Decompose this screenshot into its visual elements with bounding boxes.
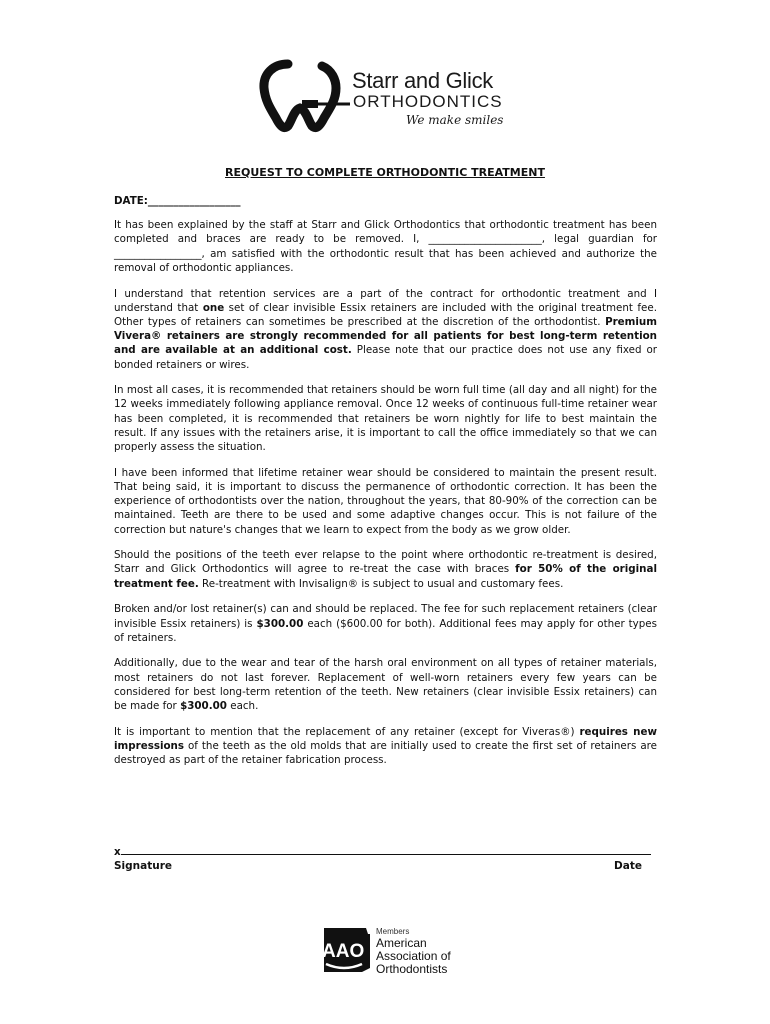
date-field[interactable]: DATE:__________________ [114,195,241,207]
p6-text-a: Broken and/or lost retainer(s) can and should be replaced. The fee for such replacement retainers (clear invisible Essix retainers) is [114,603,657,630]
p2-text-a: I understand that retention services are a part of the contract for orthodontic treatment and I understand that [114,287,657,314]
p7-text-c: each. [226,700,259,713]
p8-text-a: It is important to mention that the replacement of any retainer (except for Viveras®) [114,725,580,738]
paragraph-7 [114,656,657,713]
document-title: REQUEST TO COMPLETE ORTHODONTIC TREATMENT [225,166,545,179]
paragraph-2 [114,287,657,372]
p6-text-c: each ($600.00 for both). Additional fees may apply for other types of retainers. [114,617,658,644]
aao-logo [316,924,486,984]
svg-text:AAO: AAO [322,941,365,962]
aao-name-line2: Association of [376,949,451,963]
signature-label: Signature [114,860,173,872]
p2-text-e: Please note that our practice does not use any fixed or bonded retainers or wires. [114,344,657,371]
paragraph-3: In most all cases, it is recommended that retainers should be worn full time (all day and all night) for the 12 weeks immediately following appliance removal. Once 12 weeks of continuous full-time retainer wear has been completed, it is recommended that retainers be worn nightly for life to best maintain the result. If any issues with the retainers arise, it is important to call the office immediately so that we can properly assess the situation. [114,384,657,454]
paragraph-4: I have been informed that lifetime retainer wear should be considered to maintain the present result. That being said, it is important to discuss the permanence of orthodontic correction. It has been the experience of orthodontists over the nation, throughout the years, that 80-90% of the correction can be maintained. Teeth are there to be used and some adaptive changes occur. This is not failure of the correction but nature's changes that we learn to expect from the body as we grow older. [114,466,657,536]
aao-members: Members [376,927,410,936]
p7-bold-price: $300.00 [180,700,227,713]
p5-text-a: Should the positions of the teeth ever relapse to the point where orthodontic re-treatment is desired, Starr and Glick Orthodontics will agree to re-treat the case with braces [114,549,657,576]
p2-text-c: set of clear invisible Essix retainers are included with the original treatment fee. Other types of retainers can sometimes be prescribed at the discretion of the orthodontist. [114,301,657,328]
tooth-logo-icon [258,56,358,136]
paragraph-1: It has been explained by the staff at Starr and Glick Orthodontics that orthodontic treatment has been completed and braces are ready to be removed. I, ______________________, legal guardian for _________________, am satisfied with the orthodontic result that has been achieved and authorize the removal of orthodontic appliances. [114,219,657,274]
date-label: Date [614,860,642,872]
aao-name-line1: American [376,936,427,950]
p2-bold-vivera: Premium Vivera® retainers are strongly recommended for all patients for best long-term retention and are available at an additional cost. [114,315,657,357]
logo-name-line1: Starr and Glick [352,68,493,93]
signature-rule [121,845,651,855]
aao-emblem-icon [316,924,372,976]
p5-bold-fee: for 50% of the original treatment fee. [114,563,657,590]
paragraph-5 [114,548,657,591]
logo-tagline: We make smiles [406,113,504,127]
signature-labels [114,860,642,872]
practice-logo [258,56,518,136]
paragraph-8 [114,725,657,768]
document-body [114,194,657,779]
p7-text-a: Additionally, due to the wear and tear of the harsh oral environment on all types of retainer materials, most retainers do not last forever. Replacement of well-worn retainers every few years can be considered for best long-term retention of the teeth. New retainers (clear invisible Essix retainers) can be made for [114,657,657,713]
aao-name-line3: Orthodontists [376,962,448,976]
p5-text-c: Re-treatment with Invisalign® is subject to usual and customary fees. [198,577,564,590]
p6-bold-price: $300.00 [256,617,304,630]
p8-bold-impressions: requires new impressions [114,725,657,752]
aao-name [376,937,451,976]
logo-name-line2: ORTHODONTICS [353,92,503,111]
p8-text-c: of the teeth as the old molds that are initially used to create the first set of retainers are destroyed as part of the retainer fabrication process. [114,740,657,767]
paragraph-6 [114,602,657,645]
p2-bold-one: one [202,301,225,314]
signature-line[interactable] [114,845,657,858]
signature-x: x [114,846,121,858]
